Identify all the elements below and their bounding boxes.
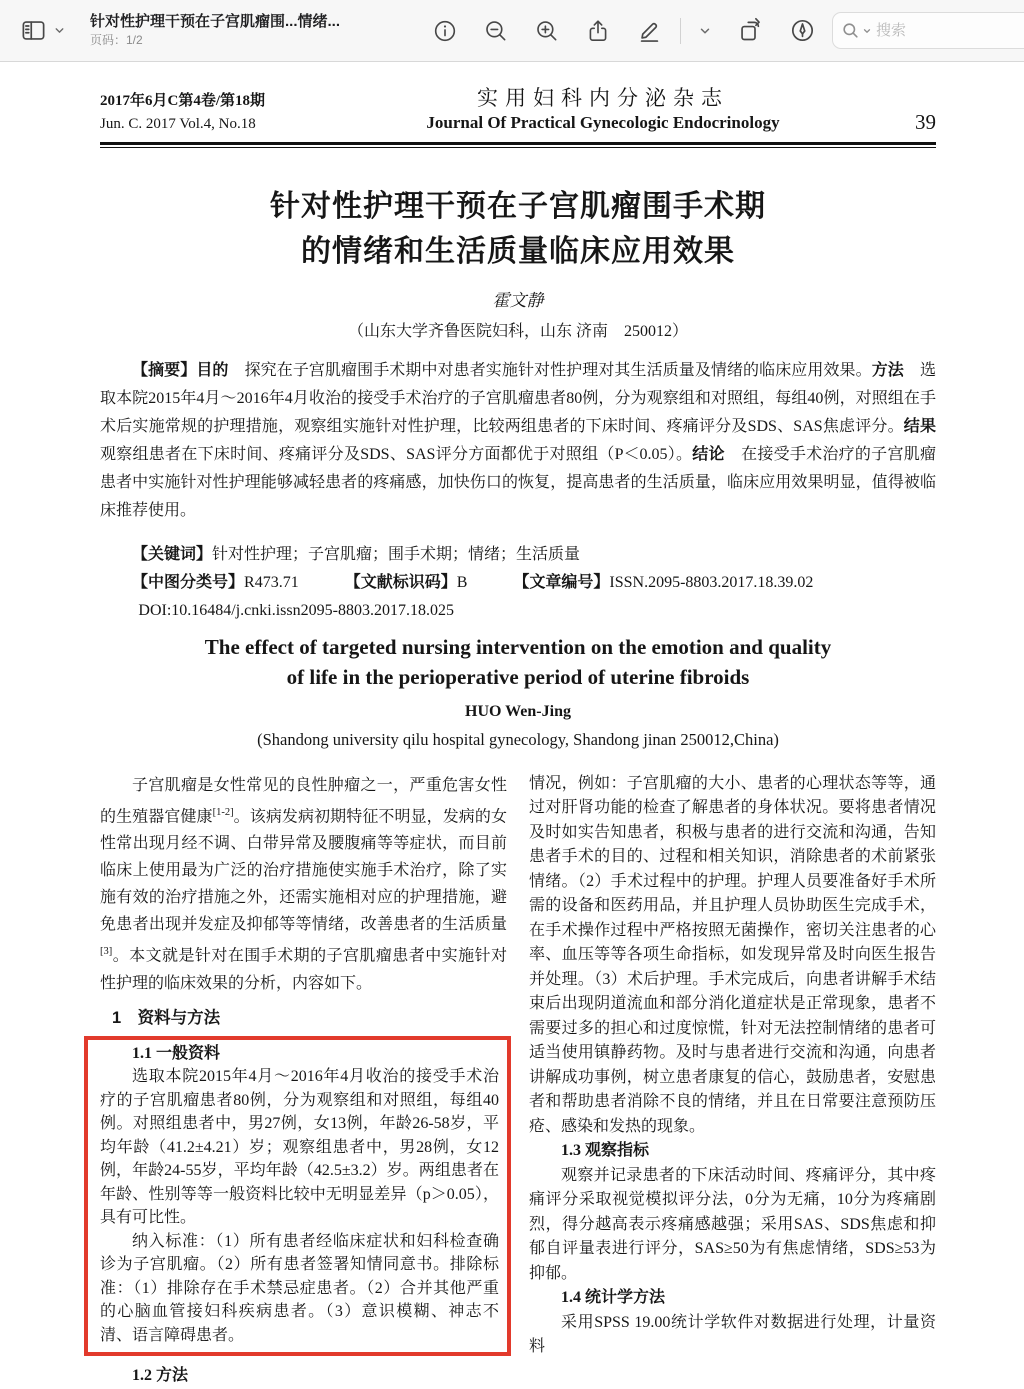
section-1-1-paragraph-2: 纳入标准：（1）所有患者经临床症状和妇科检查确诊为子宫肌瘤。（2）所有患者签署知情同意书。排除标准：（1）排除存在手术禁忌症患者。（2）合并其他严重的心脑血管接妇科疾病患者。（3）意识模糊、神志不清、语言障碍患者。	[100, 1232, 499, 1344]
section-1-heading: 1 资料与方法	[112, 1008, 221, 1027]
keywords-line	[100, 541, 936, 569]
search-field[interactable]	[832, 12, 1024, 49]
section-1-3-heading: 1.3 观察指标	[561, 1142, 650, 1160]
english-affiliation: (Shandong university qilu hospital gynecology, Shandong jinan 250012,China)	[257, 729, 779, 749]
zoom-in-icon	[534, 18, 560, 44]
preview-toolbar	[0, 0, 1024, 62]
intro-paragraph	[100, 772, 507, 997]
toolbar-divider	[680, 18, 681, 44]
doc-code-label: 【文献标识码】	[344, 574, 457, 592]
annotate-pen-icon	[789, 17, 816, 44]
journal-name-cn: 实用妇科内分泌杂志	[477, 86, 729, 110]
info-button[interactable]	[432, 18, 458, 44]
methods-label: 方法	[871, 362, 920, 380]
abstract-paragraph	[100, 357, 952, 525]
info-icon	[432, 18, 458, 44]
sidebar-chevron-icon	[53, 24, 66, 37]
section-1-1-heading: 1.1 一般资料	[132, 1044, 221, 1062]
sidebar-icon	[20, 17, 47, 44]
article-id-label: 【文章编号】	[513, 574, 610, 592]
share-icon	[585, 18, 611, 44]
issue-line-cn: 2017年6月C第4卷/第18期	[100, 93, 266, 110]
intro-seg3: 。本文就是针对在围手术期的子宫肌瘤患者中实施针对性护理的临床效果的分析，内容如下。	[100, 947, 507, 992]
markup-pencil-icon	[636, 17, 663, 44]
doc-code-value: B	[456, 574, 468, 592]
article-author: 霍文静	[492, 291, 544, 311]
keywords-text: 针对性护理；子宫肌瘤；围手术期；情绪；生活质量	[212, 546, 581, 564]
section-1-4-paragraph: 采用SPSS 19.00统计学软件对数据进行处理，计量资料	[529, 1313, 936, 1356]
reference-marker: [1-2]	[212, 806, 234, 818]
document-title-block	[90, 13, 420, 49]
english-author: HUO Wen-Jing	[465, 702, 571, 720]
objective-text: 探究在子宫肌瘤围手术期中对患者实施针对性护理对其生活质量及情绪的临床应用效果。	[244, 362, 872, 380]
article-id-value: ISSN.2095-8803.2017.18.39.02	[609, 574, 814, 592]
section-1-3-paragraph: 观察并记录患者的下床活动时间、疼痛评分，其中疼痛评分采取视觉模拟评分法，0分为无痛，10分为疼痛剧烈，得分越高表示疼痛感越强；采用SAS、SDS焦虑和抑郁自评量表进行评分，SAS≥50为有焦虑情绪，SDS≥53为抑郁。	[529, 1166, 936, 1282]
markup-chevron-icon	[698, 24, 712, 38]
rotate-icon	[737, 17, 764, 44]
zoom-out-icon	[483, 18, 509, 44]
zoom-out-button[interactable]	[483, 18, 509, 44]
header-rule	[100, 142, 936, 148]
rotate-button[interactable]	[737, 17, 764, 44]
issue-line-en: Jun. C. 2017 Vol.4, No.18	[100, 115, 256, 132]
journal-header	[100, 84, 936, 135]
journal-name-block	[330, 84, 876, 135]
journal-name-en: Journal Of Practical Gynecologic Endocrinology	[426, 113, 780, 133]
results-text: 观察组患者在下床时间、疼痛评分及SDS、SAS评分方面都优于对照组（P＜0.05）。	[100, 446, 693, 464]
intro-seg1: 子宫肌瘤是女性常见的良性肿瘤之一，严重危害女性的生殖器官健康	[100, 776, 507, 826]
right-column	[529, 772, 936, 1389]
english-title	[100, 633, 936, 693]
two-column-body	[100, 772, 936, 1389]
methods-continuation-paragraph: 情况，例如：子宫肌瘤的大小、患者的心理状态等等，通过对肝肾功能的检查了解患者的身体状况。要将患者情况及时如实告知患者，积极与患者的进行交流和沟通，告知患者手术的目的、过程和相关知识，消除患者的术前紧张情绪。（2）手术过程中的护理。护理人员要准备好手术所需的设备和医药用品，并且护理人员协助医生完成手术，在手术操作过程中严格按照无菌操作，密切关注患者的心率、血压等等各项生命指标，如发现异常及时向医生报告并处理。（3）术后护理。手术完成后，向患者讲解手术结束后出现阴道流血和部分消化道症状是正常现象，患者不需要过多的担心和过度惊慌，针对无法控制情绪的患者可适当使用镇静药物。及时与患者进行交流和沟通，向患者讲解成功事例，树立患者康复的信心，鼓励患者，安慰患者和帮助患者消除不良的情绪，并且在日常要注意预防压疮、感染和发热的现象。	[529, 774, 936, 1135]
issue-block	[100, 90, 330, 135]
markup-options-button[interactable]	[698, 24, 712, 38]
english-title-line2: of life in the perioperative period of uterine fibroids	[286, 665, 750, 690]
doi-line: DOI:10.16484/j.cnki.issn2095-8803.2017.18.025	[138, 602, 454, 620]
clc-value: R473.71	[244, 574, 299, 592]
section-1-2-heading: 1.2 方法	[132, 1367, 189, 1385]
article-title-line2: 的情绪和生活质量临床应用效果	[301, 235, 735, 269]
conclusion-text: 在接受手术治疗的子宫肌瘤患者中实施针对性护理能够减轻患者的疼痛感，加快伤口的恢复，提高患者的生活质量，临床应用效果明显，值得被临床推荐使用。	[100, 446, 936, 520]
article-title-line1: 针对性护理干预在子宫肌瘤围手术期	[270, 190, 766, 224]
classification-line	[100, 569, 936, 597]
objective-label: 目的	[196, 362, 245, 380]
article-title	[100, 184, 936, 274]
abstract-label: 【摘要】	[132, 362, 197, 380]
article-affiliation: （山东大学齐鲁医院妇科，山东 济南 250012）	[347, 323, 688, 341]
page-indicator: 页码：1/2	[90, 33, 143, 48]
search-options-chevron-icon[interactable]	[862, 26, 872, 36]
search-icon	[841, 21, 860, 40]
section-1-4-heading: 1.4 统计学方法	[561, 1289, 666, 1307]
sidebar-toggle-button[interactable]	[20, 17, 66, 44]
zoom-in-button[interactable]	[534, 18, 560, 44]
reference-marker: [3]	[100, 946, 113, 958]
clc-label: 【中图分类号】	[132, 574, 245, 592]
highlight-annotation-box	[84, 1036, 511, 1357]
share-button[interactable]	[585, 18, 611, 44]
conclusion-label: 结论	[692, 446, 742, 464]
left-column	[100, 772, 507, 1389]
intro-seg2: 。该病发病初期特征不明显，发病的女性常出现月经不调、白带异常及腰腹痛等等症状，而目前临床上使用最为广泛的治疗措施使实施手术治疗，除了实施有效的治疗措施之外，还需实施相对应的护理措施，避免患者出现并发症及抑郁等等情绪，改善患者的生活质量	[100, 808, 507, 934]
folio-page-number: 39	[915, 110, 936, 135]
toolbar-actions	[432, 17, 816, 44]
keywords-label: 【关键词】	[132, 546, 213, 564]
annotate-pen-button[interactable]	[789, 17, 816, 44]
search-input[interactable]	[874, 21, 1024, 40]
methods-text: 选取本院2015年4月～2016年4月收治的接受手术治疗的子宫肌瘤患者80例，分为观察组和对照组，每组40例，对照组在手术后实施常规的护理措施，观察组实施针对性护理，比较两组患者的下床时间、疼痛评分及SDS、SAS焦虑评分。	[100, 362, 936, 436]
document-title: 针对性护理干预在子宫肌瘤围...情绪...	[90, 12, 341, 30]
english-title-line1: The effect of targeted nursing intervention on the emotion and quality	[204, 635, 832, 660]
results-label: 结果	[903, 418, 952, 436]
pdf-page	[0, 62, 1024, 1389]
markup-button[interactable]	[636, 17, 663, 44]
section-1-1-paragraph-1: 选取本院2015年4月～2016年4月收治的接受手术治疗的子宫肌瘤患者80例，分为观察组和对照组，每组40例。对照组患者中，男27例，女13例，年龄26-58岁，平均年龄（41.2±4.21）岁；观察组患者中，男28例，女12例，年龄24-55岁，平均年龄（42.5±3.2）岁。两组患者在年龄、性别等等一般资料比较中无明显差异（p＞0.05），具有可比性。	[100, 1068, 499, 1227]
